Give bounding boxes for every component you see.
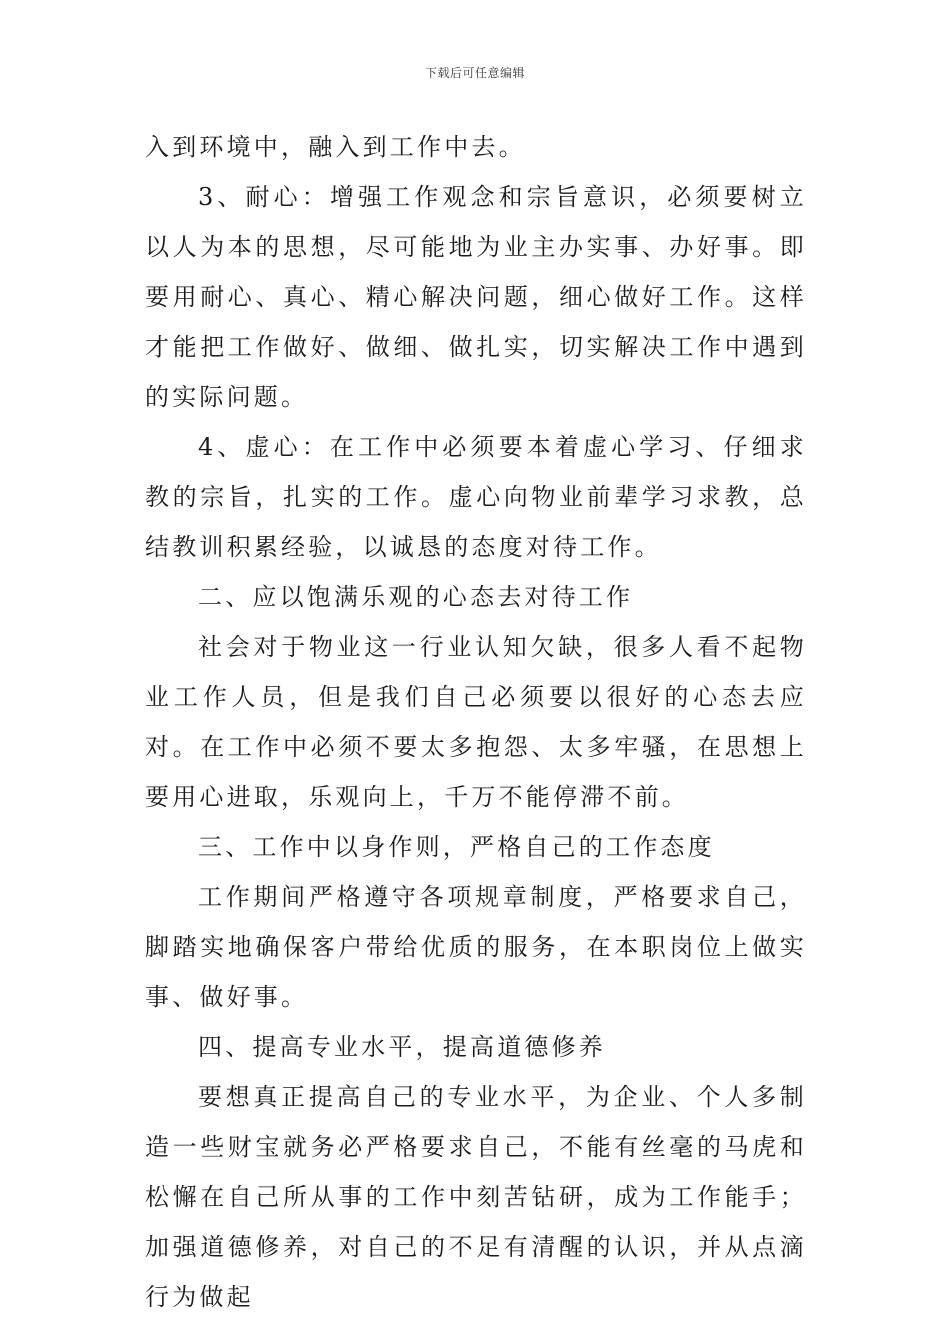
paragraph-discipline: 工作期间严格遵守各项规章制度，严格要求自己，脚踏实地确保客户带给优质的服务，在本职岗位上做实事、做好事。 [145, 883, 807, 1011]
paragraph-professional: 要想真正提高自己的专业水平，为企业、个人多制造一些财宝就务必严格要求自己，不能有丝毫的马虎和松懈在自己所从事的工作中刻苦钻研，成为工作能手；加强道德修养，对自己的不足有清醒的认识，并从点滴行为做起 [145, 1083, 807, 1311]
paragraph-modesty: 4、虚心：在工作中必须要本着虚心学习、仔细求教的宗旨，扎实的工作。虚心向物业前辈学习求教，总结教训积累经验，以诚恳的态度对待工作。 [145, 433, 807, 561]
section-heading-3: 三、工作中以身作则，严格自己的工作态度 [198, 833, 715, 861]
section-heading-4: 四、提高专业水平，提高道德修养 [198, 1033, 606, 1061]
document-body [145, 122, 807, 1322]
paragraph-attitude: 社会对于物业这一行业认知欠缺，很多人看不起物业工作人员，但是我们自己必须要以很好的心态去应对。在工作中必须不要太多抱怨、太多牢骚，在思想上要用心进取，乐观向上，千万不能停滞不前。 [145, 633, 807, 811]
paragraph-continuation: 入到环境中，融入到工作中去。 [145, 133, 526, 161]
section-heading-2: 二、应以饱满乐观的心态去对待工作 [198, 583, 634, 611]
page-header-note: 下载后可任意编辑 [424, 66, 525, 80]
paragraph-patience: 3、耐心：增强工作观念和宗旨意识，必须要树立以人为本的思想，尽可能地为业主办实事、办好事。即要用耐心、真心、精心解决问题，细心做好工作。这样才能把工作做好、做细、做扎实，切实解决工作中遇到的实际问题。 [145, 183, 807, 411]
